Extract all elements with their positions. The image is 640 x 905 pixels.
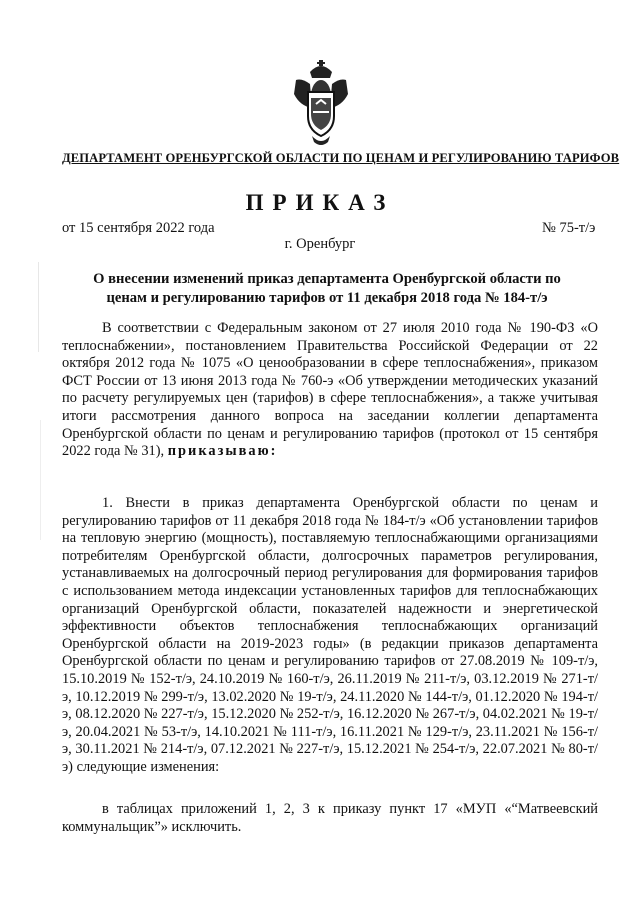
item-1-paragraph: 1. Внести в приказ департамента Оренбургской области по ценам и регулированию тарифов от 11 декабря 2018 года № 184-т/э «Об установлении тарифов на тепловую энергию (мощность), поставляемую теплоснабжающими организациями потребителям Оренбургской области, долгосрочных параметров регулирования, устанавливаемых на долгосрочный период регулирования для формирования тарифов с использованием метода индексации установленных тарифов для теплоснабжающих организаций Оренбургской области, показателей надежности и энергетической эффективности объектов теплоснабжения теплоснабжающих организаций Оренбургской области на 2019-2023 годы» (в редакции приказов департамента Оренбургской области по ценам и регулированию тарифов от 27.08.2019 № 109-т/э, 15.10.2019 № 152-т/э, 24.10.2019 № 160-т/э, 26.11.2019 № 211-т/э, 03.12.2019 № 271-т/э, 10.12.2019 № 299-т/э, 13.02.2020 № 19-т/э, 24.11.2020 № 144-т/э, 01.12.2020 № 194-т/э, 08.12.2020 № 227-т/э, 15.12.2020 № 252-т/э, 16.12.2020 № 267-т/э, 04.02.2021 № 19-т/э, 20.04.2021 № 53-т/э, 14.10.2021 № 111-т/э, 16.11.2021 № 129-т/э, 23.11.2021 № 156-т/э, 30.11.2021 № 214-т/э, 07.12.2021 № 227-т/э, 15.12.2021 № 254-т/э, 22.07.2021 № 80-т/э) следующие изменения: <box>62 495 598 775</box>
scan-artifact <box>38 262 39 352</box>
order-city: г. Оренбург <box>284 236 356 252</box>
scan-artifact <box>40 420 41 540</box>
order-heading: О внесении изменений приказ департамента Оренбургской области по ценам и регулированию тарифов от 11 декабря 2018 года № 184-т/э <box>93 271 561 306</box>
coat-of-arms-icon <box>290 58 352 148</box>
department-name: ДЕПАРТАМЕНТ ОРЕНБУРГСКОЙ ОБЛАСТИ ПО ЦЕНАМ И РЕГУЛИРОВАНИЮ ТАРИФОВ <box>62 151 620 165</box>
item-1-sub-paragraph: в таблицах приложений 1, 2, 3 к приказу пункт 17 «МУП «“Матвеевский коммунальщик”» исключить. <box>62 801 598 835</box>
preamble-text: В соответствии с Федеральным законом от 27 июля 2010 года № 190-ФЗ «О теплоснабжении», постановлением Правительства Российской Федерации от 22 октября 2012 года № 1075 «О ценообразовании в сфере теплоснабжения», приказом ФСТ России от 13 июня 2013 года № 760-э «Об утверждении методических указаний по расчету регулируемых цен (тарифов) в сфере теплоснабжения», а также учитывая итоги рассмотрения данного вопроса на заседании коллегии департамента Оренбургской области по ценам и регулированию тарифов (протокол от 15 сентября 2022 года № 31), <box>62 320 598 460</box>
order-date: от 15 сентября 2022 года <box>62 220 215 236</box>
order-number: № 75-т/э <box>542 220 596 236</box>
order-word: приказываю: <box>167 443 278 460</box>
preamble-paragraph <box>62 320 598 461</box>
document-title: ПРИКАЗ <box>245 190 395 215</box>
